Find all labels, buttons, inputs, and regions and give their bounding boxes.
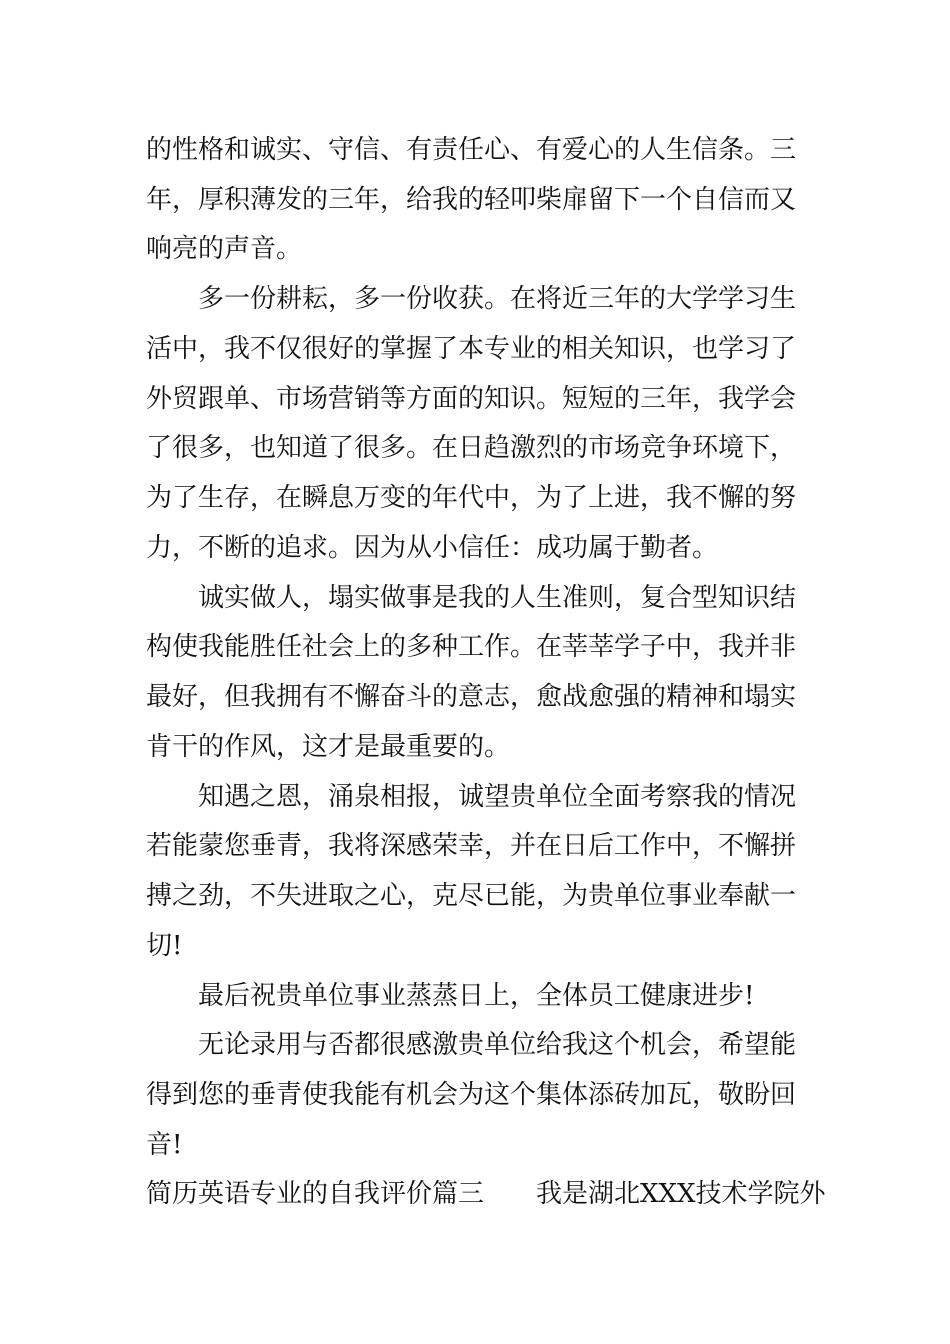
text-line: 若能蒙您垂青，我将深感荣幸，并在日后工作中，不懈拼 <box>146 831 797 861</box>
text-line: 外贸跟单、市场营销等方面的知识。短短的三年，我学会 <box>146 384 797 414</box>
paragraph-start-line: 最后祝贵单位事业蒸蒸日上，全体员工健康进步! <box>198 981 755 1011</box>
text-line: 力，不断的追求。因为从小信任：成功属于勤者。 <box>146 533 719 563</box>
text-line: 的性格和诚实、守信、有责任心、有爱心的人生信条。三 <box>146 135 797 165</box>
text-line: 切! <box>146 931 183 961</box>
text-line: 音! <box>146 1130 183 1160</box>
text-line: 为了生存，在瞬息万变的年代中，为了上进，我不懈的努 <box>146 483 797 513</box>
text-line: 肯干的作风，这才是最重要的。 <box>146 732 511 762</box>
paragraph-start-line: 诚实做人，塌实做事是我的人生准则，复合型知识结 <box>198 583 797 613</box>
text-line: 年，厚积薄发的三年，给我的轻叩柴扉留下一个自信而又 <box>146 185 797 215</box>
text-line: 搏之劲，不失进取之心，克尽已能，为贵单位事业奉献一 <box>146 881 797 911</box>
text-line: 得到您的垂青使我能有机会为这个集体添砖加瓦，敬盼回 <box>146 1080 797 1110</box>
text-line: 响亮的声音。 <box>146 234 303 264</box>
paragraph-start-line: 无论录用与否都很感激贵单位给我这个机会，希望能 <box>198 1030 797 1060</box>
section-heading-line: 简历英语专业的自我评价篇三 我是湖北XXX技术学院外 <box>146 1179 826 1209</box>
text-line: 最好，但我拥有不懈奋斗的意志，愈战愈强的精神和塌实 <box>146 682 797 712</box>
paragraph-start-line: 知遇之恩，涌泉相报，诚望贵单位全面考察我的情况 <box>198 782 797 812</box>
paragraph-start-line: 多一份耕耘，多一份收获。在将近三年的大学学习生 <box>198 284 797 314</box>
text-line: 了很多，也知道了很多。在日趋激烈的市场竞争环境下， <box>146 433 797 463</box>
text-line: 活中，我不仅很好的掌握了本专业的相关知识，也学习了 <box>146 334 797 364</box>
text-line: 构使我能胜任社会上的多种工作。在莘莘学子中，我并非 <box>146 632 797 662</box>
